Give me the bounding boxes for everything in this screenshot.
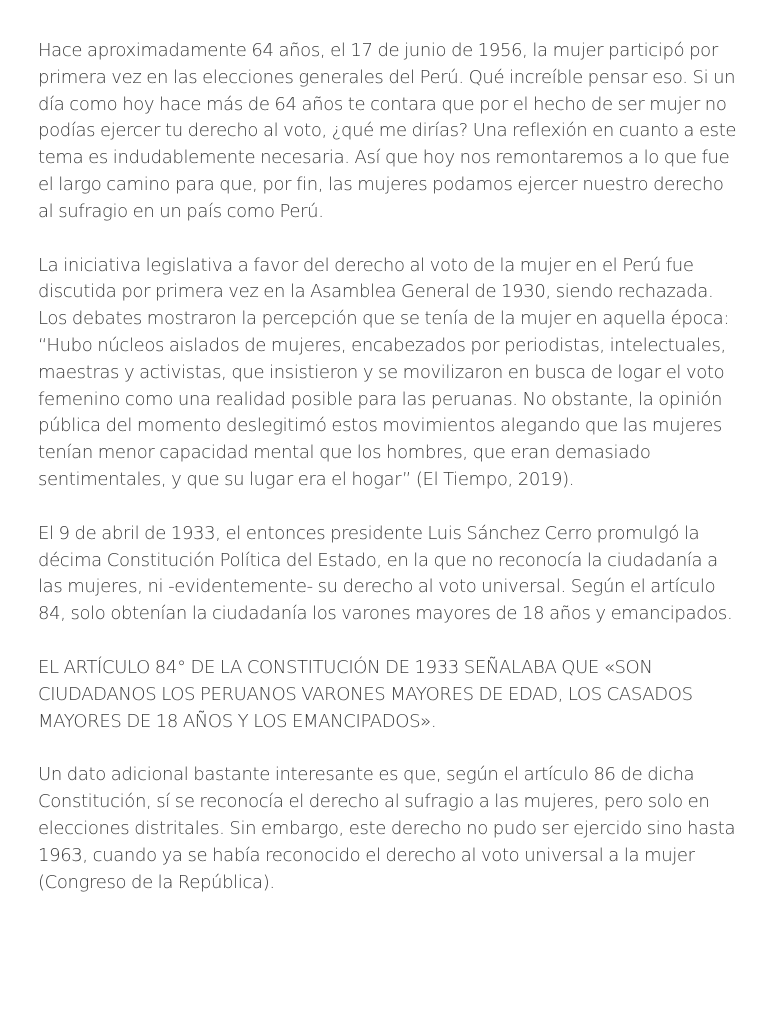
paragraph-constitution-1933: El 9 de abril de 1933, el entonces presidente Luis Sánchez Cerro promulgó la décima Constitución Política del Estado, en la que no reconocía la ciudadanía a las mujeres, ni -evidentemente- su derecho al voto universal. Según el artículo 84, solo obtenían la ciudadanía los varones mayores de 18 años y emancipados. (38, 522, 733, 625)
paragraph-article-86: Un dato adicional bastante interesante es que, según el artículo 86 de dicha Constitución, sí se reconocía el derecho al sufragio a las mujeres, pero solo en elecciones distritales. Sin embargo, este derecho no pudo ser ejercido sino hasta 1963, cuando ya se había reconocido el derecho al voto universal a la mujer (Congreso de la República). (38, 764, 736, 893)
article-body (38, 38, 738, 923)
paragraph-article-84-quote: EL ARTÍCULO 84° DE LA CONSTITUCIÓN DE 1933 SEÑALABA QUE «SON CIUDADANOS LOS PERUANOS VARONES MAYORES DE EDAD, LOS CASADOS MAYORES DE 18 AÑOS Y LOS EMANCIPADOS». (38, 656, 693, 732)
paragraph-legislative-initiative: La iniciativa legislativa a favor del derecho al voto de la mujer en el Perú fue discutida por primera vez en la Asamblea General de 1930, siendo rechazada. Los debates mostraron la percepción que se tenía de la mujer en aquella época: “Hubo núcleos aislados de mujeres, encabezados por periodistas, intelectuales, maestras y activistas, que insistieron y se movilizaron en busca de logar el voto femenino como una realidad posible para las peruanas. No obstante, la opinión pública del momento deslegitimó estos movimientos alegando que las mujeres tenían menor capacidad mental que los hombres, que eran demasiado sentimentales, y que su lugar era el hogar” (El Tiempo, 2019). (38, 254, 730, 490)
paragraph-intro: Hace aproximadamente 64 años, el 17 de junio de 1956, la mujer participó por primera vez en las elecciones generales del Perú. Qué increíble pensar eso. Si un día como hoy hace más de 64 años te contara que por el hecho de ser mujer no podías ejercer tu derecho al voto, ¿qué me dirías? Una reflexión en cuanto a este tema es indudablemente necesaria. Así que hoy nos remontaremos a lo que fue el largo camino para que, por fin, las mujeres podamos ejercer nuestro derecho al sufragio en un país como Perú. (38, 40, 737, 222)
